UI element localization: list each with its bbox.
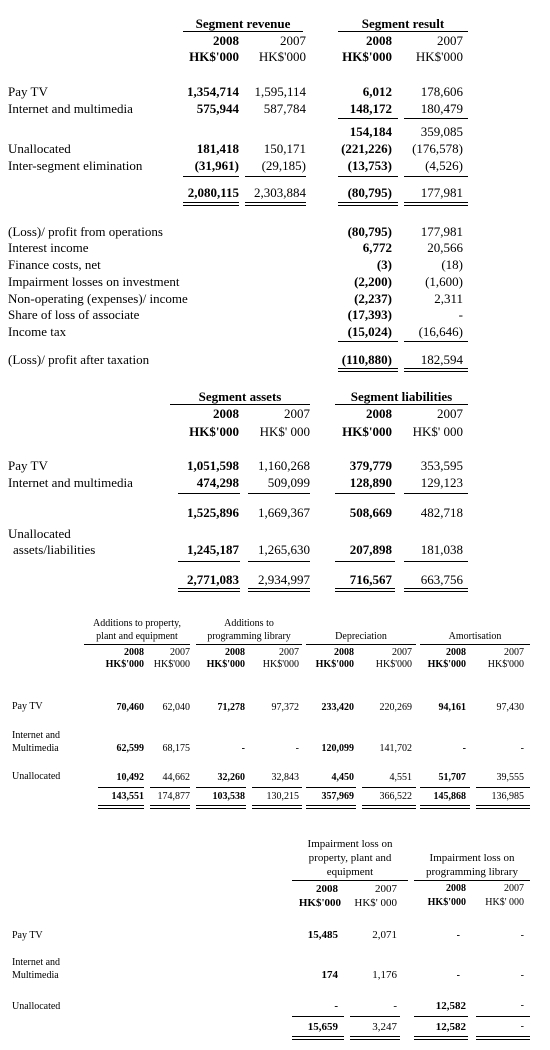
- value-cell: 174: [321, 969, 338, 981]
- divider: [404, 561, 468, 562]
- year-2008: 2008: [334, 647, 354, 658]
- value-cell: (2,237): [354, 291, 392, 306]
- year-2008: 2008: [366, 33, 392, 48]
- value-cell: 2,071: [372, 929, 397, 941]
- divider: [335, 404, 468, 405]
- row-label: Pay TV: [12, 930, 43, 941]
- divider: [338, 118, 398, 119]
- row-label: Internet and: [12, 730, 61, 741]
- value-cell: 177,981: [420, 224, 463, 239]
- segment-assets-heading: Segment assets: [198, 389, 282, 404]
- value-cell: 178,606: [420, 84, 463, 99]
- value-cell: -: [295, 743, 299, 754]
- row-label: Multimedia: [12, 970, 59, 981]
- subtotal-cell: 359,085: [420, 124, 463, 139]
- year-2008: 2008: [366, 406, 392, 421]
- currency-label: HK$'000: [298, 897, 341, 909]
- divider: [338, 31, 468, 32]
- year-2007: 2007: [504, 647, 524, 658]
- currency-label: HK$' 000: [412, 424, 463, 439]
- value-cell: 62,599: [116, 743, 144, 754]
- value-cell: -: [241, 743, 245, 754]
- double-underline: [98, 805, 144, 809]
- value-cell: -: [520, 930, 524, 941]
- group-heading: Additions to: [224, 618, 274, 629]
- currency-label: HK$'000: [375, 659, 412, 670]
- group-heading: equipment: [326, 866, 374, 878]
- double-underline: [252, 805, 302, 809]
- divider: [350, 1016, 400, 1017]
- currency-label: HK$'000: [315, 659, 354, 670]
- value-cell: 32,260: [217, 772, 245, 783]
- year-2008: 2008: [446, 647, 466, 658]
- value-cell: (18): [441, 257, 463, 272]
- row-label: Finance costs, net: [8, 257, 101, 272]
- value-cell: 1,051,598: [187, 458, 239, 473]
- year-2007: 2007: [504, 883, 524, 894]
- row-label: Pay TV: [8, 84, 48, 99]
- divider: [404, 493, 468, 494]
- value-cell: 1,354,714: [187, 84, 239, 99]
- total-cell: 716,567: [349, 572, 392, 587]
- double-underline: [404, 368, 468, 372]
- row-label: Non-operating (expenses)/ income: [8, 291, 188, 306]
- value-cell: (15,024): [347, 324, 392, 339]
- value-cell: 39,555: [496, 772, 524, 783]
- total-cell: 177,981: [420, 185, 463, 200]
- value-cell: 6,012: [362, 84, 392, 99]
- currency-label: HK$'000: [342, 49, 392, 64]
- group-heading: Depreciation: [335, 631, 387, 642]
- year-2007: 2007: [392, 647, 412, 658]
- group-heading: programming library: [207, 631, 291, 642]
- subtotal-cell: 508,669: [349, 505, 392, 520]
- currency-label: HK$'000: [258, 49, 306, 64]
- value-cell: (176,578): [412, 141, 463, 156]
- double-underline: [338, 202, 398, 206]
- double-underline: [306, 805, 356, 809]
- value-cell: (2,200): [354, 274, 392, 289]
- value-cell: (13,753): [347, 158, 392, 173]
- row-label: Impairment losses on investment: [8, 274, 180, 289]
- value-cell: 20,566: [427, 240, 463, 255]
- divider: [150, 787, 190, 788]
- row-label: (Loss)/ profit after taxation: [8, 352, 150, 367]
- value-cell: -: [456, 930, 460, 941]
- value-cell: 587,784: [263, 101, 306, 116]
- value-cell: 180,479: [420, 101, 463, 116]
- total-cell: -: [520, 1021, 524, 1032]
- divider: [196, 644, 302, 645]
- year-2007: 2007: [280, 33, 306, 48]
- double-underline: [150, 805, 190, 809]
- value-cell: -: [456, 970, 460, 981]
- total-cell: (80,795): [347, 185, 392, 200]
- divider: [404, 118, 468, 119]
- divider: [306, 787, 356, 788]
- divider: [335, 561, 395, 562]
- segment-revenue-heading: Segment revenue: [195, 16, 291, 31]
- value-cell: 1,245,187: [187, 542, 239, 557]
- total-cell: (110,880): [341, 352, 392, 367]
- subtotal-cell: 482,718: [420, 505, 463, 520]
- year-2008: 2008: [124, 647, 144, 658]
- row-label: Internet and multimedia: [8, 475, 133, 490]
- divider: [404, 176, 468, 177]
- value-cell: -: [393, 1000, 397, 1012]
- double-underline: [335, 588, 395, 592]
- value-cell: 70,460: [116, 702, 144, 713]
- value-cell: (4,526): [425, 158, 463, 173]
- total-cell: 130,215: [266, 791, 299, 802]
- value-cell: (221,226): [341, 141, 392, 156]
- double-underline: [404, 202, 468, 206]
- value-cell: 128,890: [349, 475, 392, 490]
- double-underline: [476, 1036, 530, 1040]
- value-cell: 148,172: [349, 101, 392, 116]
- subtotal-cell: 1,669,367: [258, 505, 310, 520]
- value-cell: 32,843: [271, 772, 299, 783]
- value-cell: 2,311: [434, 291, 463, 306]
- row-label: Unallocated: [12, 771, 61, 782]
- divider: [335, 493, 395, 494]
- subtotal-cell: 154,184: [349, 124, 392, 139]
- value-cell: -: [520, 970, 524, 981]
- currency-label: HK$'000: [189, 424, 239, 439]
- row-label: Unallocated: [12, 1001, 61, 1012]
- year-2008: 2008: [225, 647, 245, 658]
- value-cell: 97,430: [496, 702, 524, 713]
- total-cell: 663,756: [420, 572, 463, 587]
- double-underline: [350, 1036, 400, 1040]
- divider: [248, 561, 310, 562]
- double-underline: [414, 1036, 468, 1040]
- currency-label: HK$'000: [189, 49, 239, 64]
- divider: [414, 880, 530, 881]
- value-cell: (31,961): [194, 158, 239, 173]
- group-heading: programming library: [426, 866, 518, 878]
- value-cell: 1,176: [372, 969, 397, 981]
- row-label: Unallocated: [8, 526, 71, 541]
- row-label: Unallocated: [8, 141, 71, 156]
- value-cell: -: [458, 307, 463, 322]
- value-cell: 1,595,114: [254, 84, 306, 99]
- year-2007: 2007: [170, 647, 190, 658]
- value-cell: 207,898: [349, 542, 392, 557]
- value-cell: 51,707: [438, 772, 466, 783]
- subtotal-cell: 1,525,896: [187, 505, 239, 520]
- value-cell: (3): [376, 257, 392, 272]
- double-underline: [248, 588, 310, 592]
- double-underline: [338, 368, 398, 372]
- divider: [420, 644, 530, 645]
- currency-label: HK$'000: [206, 659, 245, 670]
- value-cell: -: [334, 1000, 338, 1012]
- value-cell: -: [462, 743, 466, 754]
- group-heading: Amortisation: [448, 631, 502, 642]
- currency-label: HK$'000: [427, 659, 466, 670]
- divider: [338, 176, 398, 177]
- double-underline: [420, 805, 470, 809]
- row-label: Pay TV: [12, 701, 43, 712]
- divider: [183, 31, 303, 32]
- group-heading: property, plant and: [308, 852, 392, 864]
- currency-label: HK$' 000: [259, 424, 310, 439]
- year-2007: 2007: [437, 406, 463, 421]
- group-heading: Additions to property,: [93, 618, 181, 629]
- total-cell: 12,582: [435, 1021, 466, 1033]
- value-cell: 575,944: [196, 101, 239, 116]
- divider: [178, 561, 240, 562]
- total-cell: 2,934,997: [258, 572, 310, 587]
- value-cell: 509,099: [267, 475, 310, 490]
- total-cell: 2,080,115: [187, 185, 239, 200]
- total-cell: 174,877: [157, 791, 190, 802]
- divider: [420, 787, 470, 788]
- divider: [252, 787, 302, 788]
- divider: [248, 493, 310, 494]
- total-cell: 357,969: [321, 791, 354, 802]
- divider: [306, 644, 416, 645]
- value-cell: 6,772: [362, 240, 392, 255]
- total-cell: 366,522: [379, 791, 412, 802]
- value-cell: (29,185): [261, 158, 306, 173]
- value-cell: 12,582: [435, 1000, 466, 1012]
- group-heading: plant and equipment: [96, 631, 178, 642]
- value-cell: 220,269: [379, 702, 412, 713]
- total-cell: 15,659: [307, 1021, 338, 1033]
- year-2008: 2008: [316, 883, 338, 895]
- currency-label: HK$'000: [105, 659, 144, 670]
- value-cell: 97,372: [271, 702, 299, 713]
- divider: [476, 787, 530, 788]
- currency-label: HK$'000: [487, 659, 524, 670]
- row-label: (Loss)/ profit from operations: [8, 224, 163, 239]
- double-underline: [196, 805, 246, 809]
- row-label: Multimedia: [12, 743, 59, 754]
- divider: [362, 787, 416, 788]
- currency-label: HK$'000: [262, 659, 299, 670]
- year-2007: 2007: [375, 883, 397, 895]
- row-label: Pay TV: [8, 458, 48, 473]
- value-cell: 1,265,630: [258, 542, 310, 557]
- row-label: Inter-segment elimination: [8, 158, 143, 173]
- value-cell: (1,600): [425, 274, 463, 289]
- value-cell: (16,646): [418, 324, 463, 339]
- value-cell: 15,485: [307, 929, 338, 941]
- year-2007: 2007: [437, 33, 463, 48]
- divider: [338, 341, 398, 342]
- divider: [98, 787, 144, 788]
- divider: [196, 787, 246, 788]
- year-2008: 2008: [446, 883, 466, 894]
- segment-liabilities-heading: Segment liabilities: [350, 389, 453, 404]
- double-underline: [362, 805, 416, 809]
- value-cell: 10,492: [116, 772, 144, 783]
- value-cell: 94,161: [438, 702, 466, 713]
- total-cell: 3,247: [372, 1021, 397, 1033]
- divider: [476, 1016, 530, 1017]
- row-label: Interest income: [8, 240, 89, 255]
- divider: [414, 1016, 468, 1017]
- total-cell: 2,303,884: [254, 185, 306, 200]
- divider: [84, 644, 190, 645]
- row-label: Share of loss of associate: [8, 307, 140, 322]
- double-underline: [292, 1036, 344, 1040]
- value-cell: 474,298: [196, 475, 239, 490]
- year-2008: 2008: [213, 406, 239, 421]
- total-cell: 145,868: [433, 791, 466, 802]
- currency-label: HK$' 000: [354, 897, 397, 909]
- value-cell: -: [520, 1000, 524, 1011]
- row-label: Income tax: [8, 324, 67, 339]
- year-2007: 2007: [284, 406, 310, 421]
- currency-label: HK$'000: [427, 897, 466, 908]
- segment-result-heading: Segment result: [361, 16, 445, 31]
- value-cell: 141,702: [379, 743, 412, 754]
- total-cell: 182,594: [420, 352, 463, 367]
- divider: [245, 176, 306, 177]
- value-cell: 129,123: [420, 475, 463, 490]
- row-label: Internet and: [12, 957, 61, 968]
- value-cell: 44,662: [162, 772, 190, 783]
- total-cell: 103,538: [212, 791, 245, 802]
- value-cell: 353,595: [420, 458, 463, 473]
- currency-label: HK$' 000: [485, 897, 524, 908]
- value-cell: (17,393): [347, 307, 392, 322]
- divider: [292, 1016, 344, 1017]
- double-underline: [245, 202, 306, 206]
- double-underline: [183, 202, 239, 206]
- year-2008: 2008: [213, 33, 239, 48]
- group-heading: Impairment loss on: [429, 852, 515, 864]
- double-underline: [178, 588, 240, 592]
- divider: [178, 493, 240, 494]
- row-label: Internet and multimedia: [8, 101, 133, 116]
- value-cell: 120,099: [321, 743, 354, 754]
- value-cell: 71,278: [217, 702, 245, 713]
- value-cell: 181,418: [196, 141, 239, 156]
- divider: [183, 176, 239, 177]
- value-cell: -: [520, 743, 524, 754]
- value-cell: 233,420: [321, 702, 354, 713]
- value-cell: 150,171: [263, 141, 306, 156]
- divider: [404, 341, 468, 342]
- total-cell: 143,551: [111, 791, 144, 802]
- row-label: assets/liabilities: [13, 542, 96, 557]
- divider: [170, 404, 310, 405]
- value-cell: 68,175: [162, 743, 190, 754]
- double-underline: [476, 805, 530, 809]
- value-cell: 1,160,268: [258, 458, 310, 473]
- value-cell: 379,779: [349, 458, 392, 473]
- currency-label: HK$'000: [153, 659, 190, 670]
- total-cell: 2,771,083: [187, 572, 239, 587]
- currency-label: HK$'000: [342, 424, 392, 439]
- value-cell: 181,038: [420, 542, 463, 557]
- value-cell: 4,551: [389, 772, 412, 783]
- group-heading: Impairment loss on: [307, 838, 393, 850]
- double-underline: [404, 588, 468, 592]
- value-cell: (80,795): [347, 224, 392, 239]
- divider: [292, 880, 408, 881]
- value-cell: 4,450: [331, 772, 354, 783]
- currency-label: HK$'000: [415, 49, 463, 64]
- total-cell: 136,985: [491, 791, 524, 802]
- value-cell: 62,040: [162, 702, 190, 713]
- year-2007: 2007: [279, 647, 299, 658]
